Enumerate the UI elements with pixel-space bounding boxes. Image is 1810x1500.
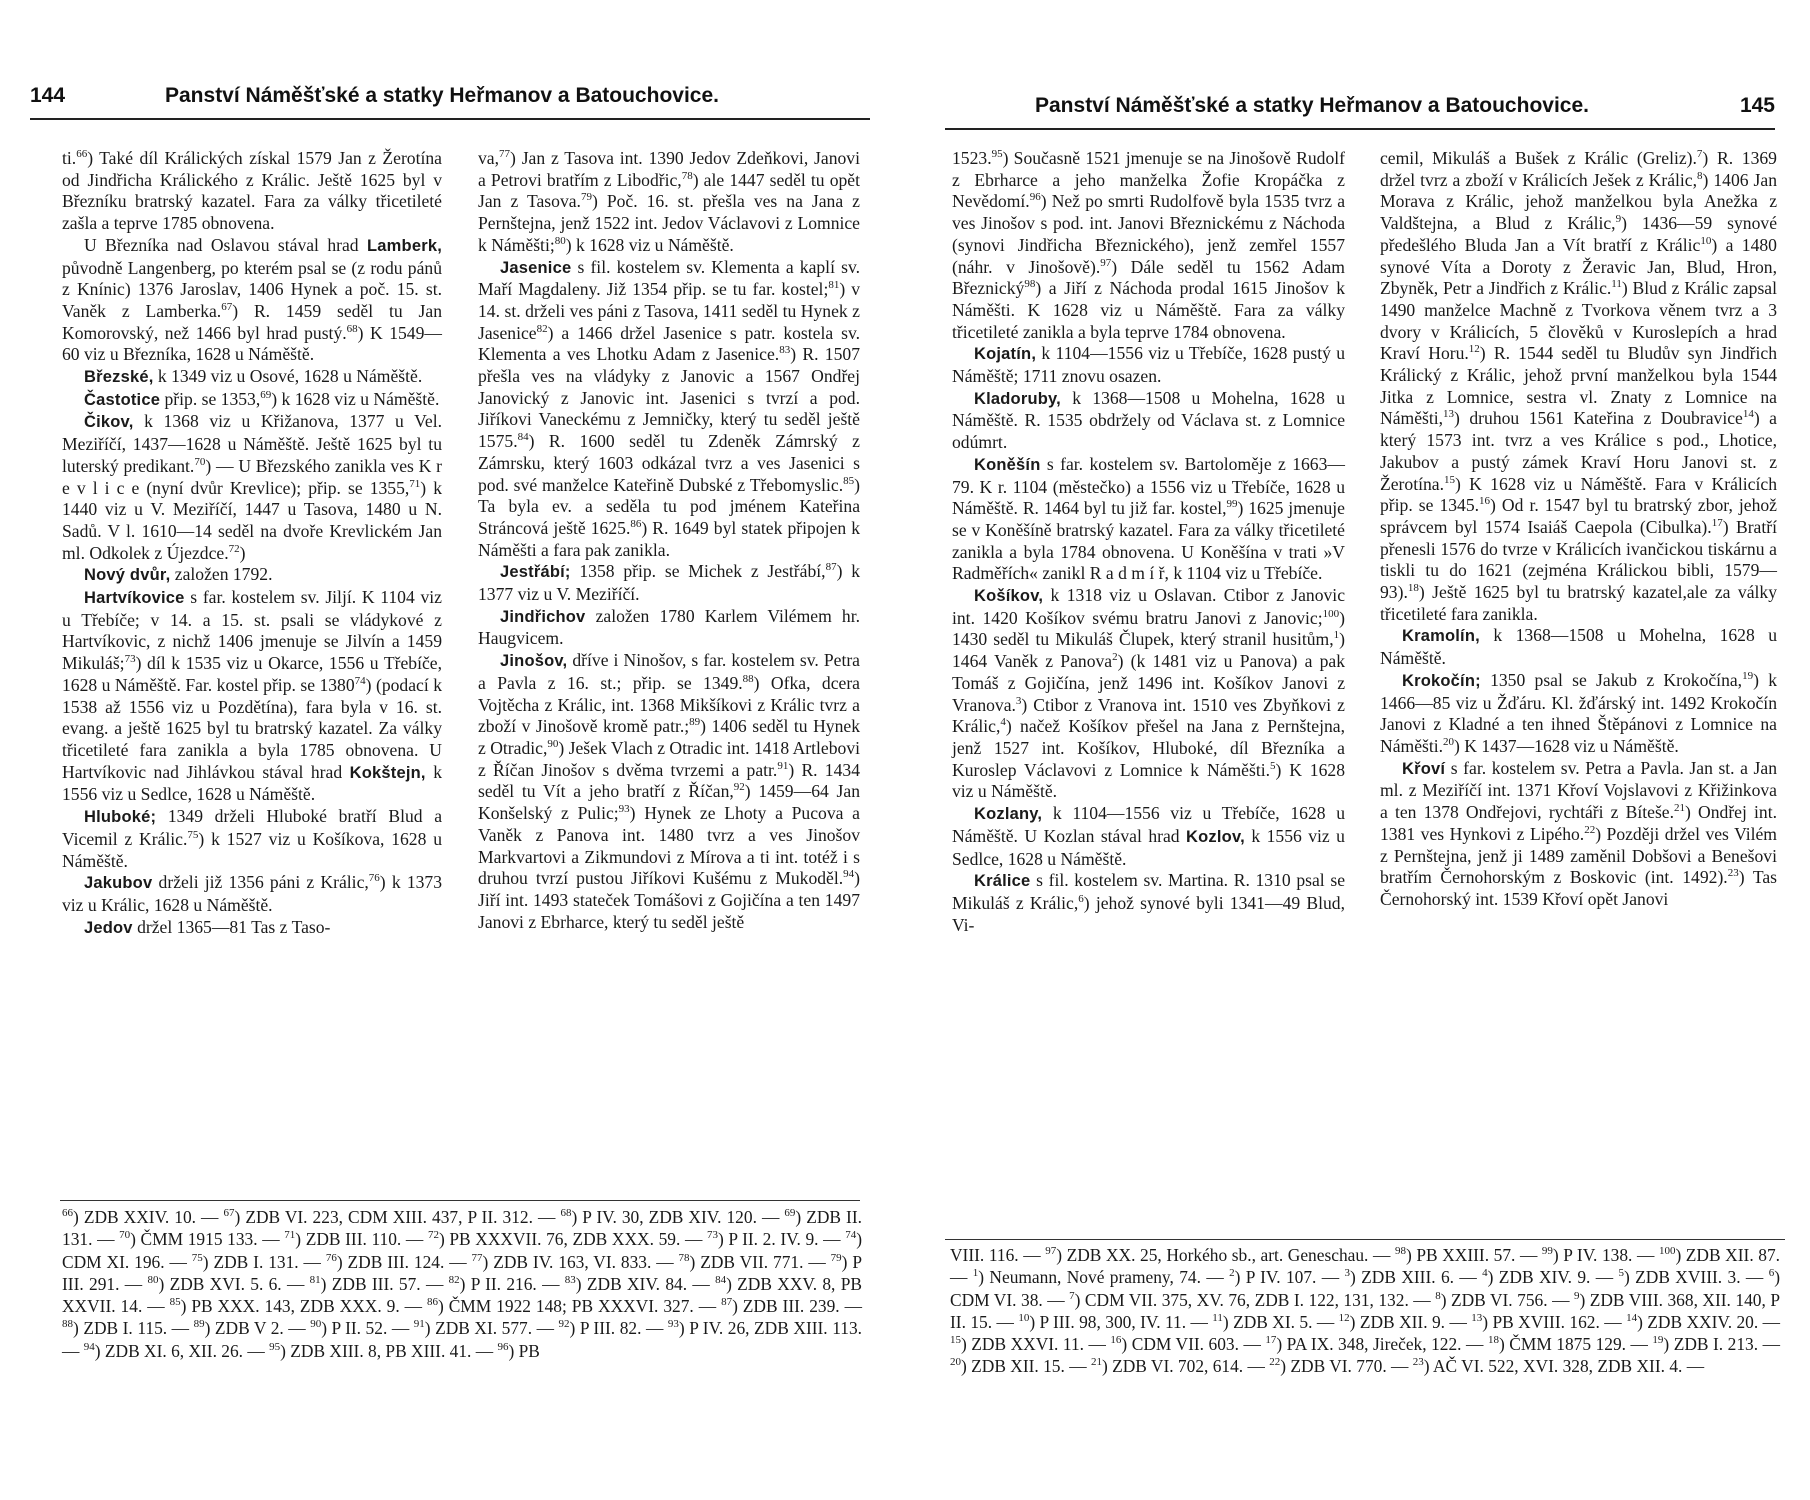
text-column-2: cemil, Mikuláš a Bušek z Králic (Greliz).$^7$) R. 1369 držel tvrz a zboží v Králicích Ješek z Králic,$^8$) 1406 Jan Morava z Králic, jehož manželkou byla Anežka z Valdštejna, a Blud z Králic,$^9$) 1436—59 synové předešlého Bluda Jan a Vít bratří z Králic$^{10}$) a 1480 synové Víta a Doroty z Žeravic Jan, Blud, Hron, Zbyněk, Petr a Jindřich z Králic.$^{11}$) Blud z Králic zapsal 1490 manželce Machně z Tvorkova věnem tvrz a 3 dvory v Králicích, 5 člověků v Kuroslepích a hrad Kraví Horu.$^{12}$) R. 1544 seděl tu Bludův syn Jindřich Králický z Králic, jehož první manželkou byla 1544 Jitka z Lomnice, sestra vl. Znaty z Lomnice na Náměšti,$^{13}$) druhou 1561 Kateřina z Doubravice$^{14}$) a který 1573 int. tvrz a ves Králice s pod., Lhotice, Jakubov a pustý zámek Kraví Horu Janovi st. z Žerotína.$^{15}$) K 1628 viz u Náměště. Fara v Králicích přip. se 1345.16) Od r. 1547 byl tu bratrský zbor, jehož správcem byl 1574 Isaiáš Caepola (Cibulka).$^{17}$) Bratří přenesli 1576 do tvrze v Králicích ivančickou tiskárnu a tiskli tu do 1621 (zejména Králickou bibli, 1579—93).$^{18}$) Ještě 1625 byl tu bratrský kazatel,ale za války třicetileté fara zanikla. Kramolín, k 1368—1508 u Mohelna, 1628 u Náměště. Krokočín; 1350 psal se Jakub z Krokočína,$^{19}$) k 1466—85 viz u Žďáru. Kl. žďárský int. 1492 Krokočín Janovi z Kladné a ten ihned Štěpánovi z Lomnice na Náměšti.$^{20}$) K 1437—1628 viz u Náměště. Křoví s far. kostelem sv. Petra a Pavla. Jan st. a Jan ml. z Meziříčí int. 1371 Křoví Vojslavovi z Křižinkova a ten 1378 Ondřejovi, rychtáři z Bíteše.$^{21}$) Ondřej int. 1381 ves Hynkovi z Lipého.$^{22}$) Později držel ves Vilém z Pernštejna, jenž ji 1489 zaměnil Dobšovi a Benešovi bratřím Černohorským z Boskovic (int. 1492).$^{23}$) Tas Černohorský int. 1539 Křoví opět Janovi bbox=[1380, 148, 1778, 909]
text-column-1: ti.$^{66}$) Také díl Králických získal 1579 Jan z Žerotína od Jindřicha Králického z Králic. Ještě 1625 byl v Březníku bratrský kazatel. Fara za války třicetileté zašla a teprve 1785 obnovena. U Březníka nad Oslavou stával hrad Lamberk, původně Langenberg, po kterém psal se (z rodu pánů z Knínic) 1376 Jaroslav, 1406 Hynek a poč. 15. st. Vaněk z Lamberka.$^{67}$) R. 1459 seděl tu Jan Komorovský, než 1466 byl hrad pustý.$^{68}$) K 1549—60 viz u Březníka, 1628 u Náměště. Březské, k 1349 viz u Osové, 1628 u Náměště. Častotice přip. se 1353,69) k 1628 viz u Náměště. Čikov, k 1368 viz u Křižanova, 1377 u Vel. Meziříčí, 1437—1628 u Náměště. Ještě 1625 byl tu luterský predikant.$^{70}$) — U Březského zanikla ves K r e v l i c e (nyní dvůr Krevlice); přip. se 1355,71) k 1440 viz u V. Meziříčí, 1447 u Tasova, 1480 u N. Sadů. V l. 1610—14 seděl na dvoře Krevlickém Jan ml. Odkolek z Újezdce.$^{72}$) Nový dvůr, založen 1792. Hartvíkovice s far. kostelem sv. Jiljí. K 1104 viz u Třebíče; v 14. a 15. st. psali se vládykové z Hartvíkovic, z nichž 1406 jmenuje se Jilvín a 1459 Mikuláš;$^{73}$) díl k 1535 viz u Okarce, 1556 u Třebíče, 1628 u Náměště. Far. kostel přip. se 1380$^{74}$) (podací k 1538 až 1556 viz u Pozdětína), fara byla v 16. st. evang. a ještě 1625 byl tu bratrský kazatel. Za války třicetileté fara zanikla a byla 1785 obnovena. U Hartvíkovic nad Jihlávkou stával hrad Kokštejn, k 1556 viz u Sedlce, 1628 u Náměště. Hluboké; 1349 drželi Hluboké bratří Blud a Vicemil z Králic.$^{75}$) k 1527 viz u Košíkova, 1628 u Náměště. Jakubov drželi již 1356 páni z Králic,$^{76}$) k 1373 viz u Králic, 1628 u Náměště. Jedov držel 1365—81 Tas z Taso- bbox=[62, 148, 443, 937]
footnotes: $^{66}$) ZDB XXIV. 10. — $^{67}$) ZDB VI. 223, CDM XIII. 437, P II. 312. — $^{68}$) P IV. 30, ZDB XIV. 120. — $^{69}$) ZDB II. 131. — $^{70}$) ČMM 1915 133. — $^{71}$) ZDB III. 110. — $^{72}$) PB XXXVII. 76, ZDB XXX. 59. — $^{73}$) P II. 2. IV. 9. — $^{74}$) CDM XI. 196. — $^{75}$) ZDB I. 131. — $^{76}$) ZDB III. 124. — $^{77}$) ZDB IV. 163, VI. 833. — $^{78}$) ZDB VII. 771. — $^{79}$) P III. 291. — $^{80}$) ZDB XVI. 5. 6. — $^{81}$) ZDB III. 57. — $^{82}$) P II. 216. — $^{83}$) ZDB XIV. 84. — $^{84}$) ZDB XXV. 8, PB XXVII. 14. — $^{85}$) PB XXX. 143, ZDB XXX. 9. — $^{86}$) ČMM 1922 148; PB XXXVI. 327. — $^{87}$) ZDB III. 239. — $^{88}$) ZDB I. 115. — $^{89}$) ZDB V 2. — $^{90}$) P II. 52. — $^{91}$) ZDB XI. 577. — $^{92}$) P III. 82. — $^{93}$) P IV. 26, ZDB XIII. 113. — $^{94}$) ZDB XI. 6, XII. 26. — $^{95}$) ZDB XIII. 8, PB XIII. 41. — $^{96}$) PB bbox=[62, 1207, 863, 1361]
right-page bbox=[905, 0, 1810, 1500]
page-number: 144 bbox=[30, 84, 66, 107]
running-head bbox=[945, 88, 1775, 130]
footnotes: VIII. 116. — $^{97}$) ZDB XX. 25, Horkého sb., art. Geneschau. — $^{98}$) PB XXIII. 57. — $^{99}$) P IV. 138. — $^{100}$) ZDB XII. 87. — $^1$) Neumann, Nové prameny, 74. — $^2$) P IV. 107. — $^3$) ZDB XIII. 6. — $^4$) ZDB XIV. 9. — $^5$) ZDB XVIII. 3. — $^6$) CDM VI. 38. — $^7$) CDM VII. 375, XV. 76, ZDB I. 122, 131, 132. — $^8$) ZDB VI. 756. — $^9$) ZDB VIII. 368, XII. 140, P II. 15. — $^{10}$) P III. 98, 300, IV. 11. — $^{11}$) ZDB XI. 5. — $^{12}$) ZDB XII. 9. — $^{13}$) PB XVIII. 162. — $^{14}$) ZDB XXIV. 20. — $^{15}$) ZDB XXVI. 11. — $^{16}$) CDM VII. 603. — $^{17}$) PA IX. 348, Jireček, 122. — $^{18}$) ČMM 1875 129. — $^{19}$) ZDB I. 213. — $^{20}$) ZDB XII. 15. — $^{21}$) ZDB VI. 702, 614. — $^{22}$) ZDB VI. 770. — $^{23}$) AČ VI. 522, XVI. 328, ZDB XII. 4. — bbox=[950, 1245, 1780, 1377]
running-head-title: Panství Náměšťské a statky Heřmanov a Batouchovice. bbox=[165, 84, 719, 107]
running-head bbox=[30, 78, 870, 120]
text-column-1: 1523.95) Současně 1521 jmenuje se na Jinošově Rudolf z Ebrharce a jeho manželka Žofie Kropáčka z Nevědomí.$^{96}$) Než po smrti Rudolfově byla 1535 tvrz a ves Jinošov s pod. int. Janovi Březnickému z Náchoda (synovi Jindřicha Březnického), jenž zemřel 1557 (náhr. v Jinošově).$^{97}$) Dále seděl tu 1562 Adam Březnický$^{98}$) a Jiří z Náchoda prodal 1615 Jinošov k Náměšti. K 1628 viz u Náměště. Fara za války třicetileté zanikla a byla teprve 1784 obnovena. Kojatín, k 1104—1556 viz u Třebíče, 1628 pustý u Náměště; 1711 znovu osazen. Kladoruby, k 1368—1508 u Mohelna, 1628 u Náměště. R. 1535 obdržely od Václava st. z Lomnice odúmrt. Koněšín s far. kostelem sv. Bartoloměje z 1663—79. K r. 1104 (městečko) a 1556 viz u Třebíče, 1628 u Náměště. R. 1464 byl tu již far. kostel,$^{99}$) 1625 jmenuje se v Koněšíně bratrský kazatel. Fara za války třicetileté zanikla a byla 1784 obnovena. U Koněšína v trati »V Radměřích« zanikl R a d m í ř, k 1104 viz u Třebíče. Košíkov, k 1318 viz u Oslavan. Ctibor z Janovic int. 1420 Košíkov svému bratru Janovi z Janovic;$^{100}$) 1430 seděl tu Mikuláš Člupek, který stranil husitům,$^1$) 1464 Vaněk z Panova$^2$) (k 1481 viz u Panova) a pak Tomáš z Gojičína, jenž 1496 int. Košíkov Janovi z Vranova.$^3$) Ctibor z Vranova int. 1510 ves Zbyňkovi z Králic,$^4$) načež Košíkov přešel na Jana z Pernštejna, jenž 1527 int. Košíkov, Hluboké, díl Březníka a Kuroslep Václavovi z Lomnice k Náměšti.$^5$) K 1628 viz u Náměště. Kozlany, k 1104—1556 viz u Třebíče, 1628 u Náměště. U Kozlan stával hrad Kozlov, k 1556 viz u Sedlce, 1628 u Náměště. Králice s fil. kostelem sv. Martina. R. 1310 psal se Mikuláš z Králic,$^6$) jehož synové byli 1341—49 Blud, Vi- bbox=[952, 148, 1345, 935]
text-column-2: va,$^{77}$) Jan z Tasova int. 1390 Jedov Zdeňkovi, Janovi a Petrovi bratřím z Libodřic,$^{78}$) ale 1447 seděl tu opět Jan z Tasova.$^{79}$) Poč. 16. st. přešla ves na Jana z Pernštejna, jenž 1522 int. Jedov Václavovi z Lomnice k Náměšti;$^{80}$) k 1628 viz u Náměště. Jasenice s fil. kostelem sv. Klementa a kaplí sv. Maří Magdaleny. Již 1354 přip. se tu far. kostel;$^{81}$) v 14. st. drželi ves páni z Tasova, 1411 seděl tu Hynek z Jasenice$^{82}$) a 1466 držel Jasenice s patr. kostela sv. Klementa a ves Lhotku Adam z Jasenice.$^{83}$) R. 1507 přešla ves na vládyky z Janovic a 1567 Ondřej Janovický z Janovic int. Jasenici s tvrzí a pod. Jiříkovi Vaneckému z Jemničky, který tu seděl ještě 1575.84) R. 1600 seděl tu Zdeněk Zámrský z Zámrsku, který 1603 odkázal tvrz a ves Jasenici s pod. své manželce Kateřině Dubské z Třebomyslic.$^{85}$) Ta byla ev. a seděla tu pod jménem Kateřina Stráncová ještě 1625.86) R. 1649 byl statek připojen k Náměšti a fara pak zanikla. Jestřábí; 1358 přip. se Michek z Jestřábí,$^{87}$) k 1377 viz u V. Meziříčí. Jindřichov založen 1780 Karlem Vilémem hr. Haugvicem. Jinošov, dříve i Ninošov, s far. kostelem sv. Petra a Pavla z 16. st.; přip. se 1349.88) Ofka, dcera Vojtěcha z Králic, int. 1368 Mikšíkovi z Králic tvrz a zboží v Jinošově kromě patr.;$^{89}$) 1406 seděl tu Hynek z Otradic,$^{90}$) Ješek Vlach z Otradic int. 1418 Artlebovi z Říčan Jinošov s dvěma tvrzemi a patr.$^{91}$) R. 1434 seděl tu Vít a jeho bratří z Říčan,$^{92}$) 1459—64 Jan Konšelský z Pulic;$^{93}$) Hynek ze Lhoty a Pucova a Vaněk z Panova int. 1480 tvrz a ves Jinošov Markvartovi a Zikmundovi z Mírova a ti int. totéž i s druhou tvrzí pustou Jiříkovi Kušému z Mukoděl.$^{94}$) Jiří int. 1493 stateček Tomášovi z Gojičína a ten 1497 Janovi z Ebrharce, který tu seděl ještě bbox=[478, 148, 861, 932]
footnote-divider bbox=[945, 1239, 1785, 1240]
page-number: 145 bbox=[1739, 94, 1775, 117]
running-head-title: Panství Náměšťské a statky Heřmanov a Batouchovice. bbox=[1035, 94, 1589, 117]
footnote-divider bbox=[60, 1200, 860, 1201]
